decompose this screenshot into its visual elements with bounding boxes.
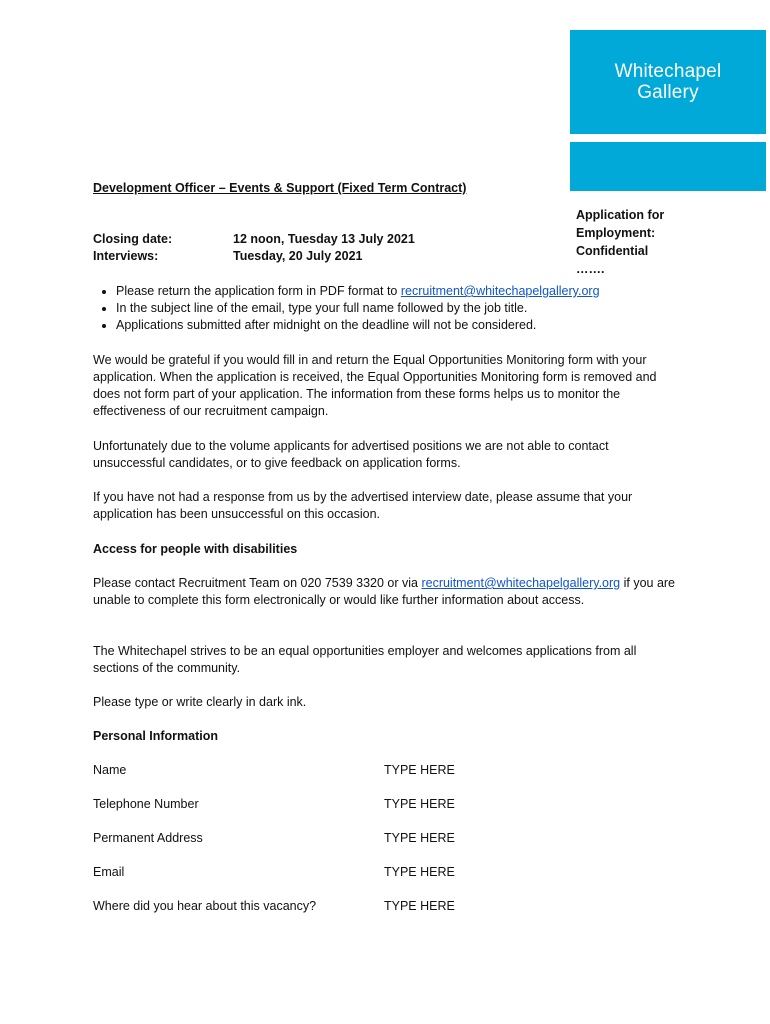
access-text-rest: if you are unable to complete this form electronically or would like further information about access.	[93, 576, 676, 607]
interviews-label: Interviews:	[93, 249, 159, 263]
vacancy-source-label: Where did you hear about this vacancy?	[93, 899, 317, 913]
note-line-2: Employment:	[576, 226, 656, 240]
name-field[interactable]: TYPE HERE	[384, 763, 455, 777]
email-field[interactable]: TYPE HERE	[384, 865, 455, 879]
telephone-field[interactable]: TYPE HERE	[384, 797, 455, 811]
note-line-3: Confidential	[576, 244, 649, 258]
logo-line-2: Gallery	[637, 82, 699, 103]
logo-accent-strip	[570, 142, 766, 191]
form-row-email	[93, 864, 653, 881]
access-email-link[interactable]: recruitment@whitechapelgallery.org	[421, 576, 621, 590]
ink-instruction: Please type or write clearly in dark ink.	[93, 695, 307, 709]
vacancy-source-field[interactable]: TYPE HERE	[384, 899, 455, 913]
form-row-name	[93, 762, 653, 779]
address-label: Permanent Address	[93, 831, 203, 845]
recruitment-email-link[interactable]: recruitment@whitechapelgallery.org	[400, 284, 600, 298]
instruction-text: Please return the application form in PDF format to	[116, 284, 401, 298]
closing-date-value: 12 noon, Tuesday 13 July 2021	[233, 232, 415, 246]
note-line-1: Application for	[576, 208, 665, 222]
access-paragraph	[93, 575, 683, 609]
email-label: Email	[93, 865, 125, 879]
interviews-value: Tuesday, 20 July 2021	[233, 249, 363, 263]
instructions-list	[93, 283, 716, 334]
confidential-note	[576, 206, 756, 278]
equal-employer-paragraph: The Whitechapel strives to be an equal opportunities employer and welcomes applications from all sections of the community.	[93, 644, 637, 675]
instruction-item: • In the subject line of the email, type your full name followed by the job title.	[116, 300, 716, 317]
address-field[interactable]: TYPE HERE	[384, 831, 455, 845]
telephone-label: Telephone Number	[93, 797, 199, 811]
access-heading: Access for people with disabilities	[93, 542, 298, 556]
form-row-telephone	[93, 796, 653, 813]
no-response-paragraph: If you have not had a response from us by the advertised interview date, please assume that your application has been unsuccessful on this occasion.	[93, 490, 633, 521]
interviews-row	[93, 248, 415, 265]
access-text: Please contact Recruitment Team on 020 7539 3320 or via	[93, 576, 422, 590]
name-label: Name	[93, 763, 127, 777]
personal-information-heading: Personal Information	[93, 729, 219, 743]
whitechapel-gallery-logo	[570, 30, 766, 134]
closing-date-label: Closing date:	[93, 232, 173, 246]
key-dates	[93, 231, 415, 265]
note-line-4: …….	[576, 262, 605, 276]
closing-date-row	[93, 231, 415, 248]
job-title: Development Officer – Events & Support (Fixed Term Contract)	[93, 181, 467, 195]
instruction-item	[116, 283, 716, 300]
instruction-item: • Applications submitted after midnight on the deadline will not be considered.	[116, 317, 716, 334]
equal-opportunities-paragraph: We would be grateful if you would fill in and return the Equal Opportunities Monitoring form with your application. When the application is received, the Equal Opportunities Monitoring form is removed and does not form part of your application. The information from these forms helps us to monitor the effectiveness of our recruitment campaign.	[93, 353, 657, 418]
volume-paragraph: Unfortunately due to the volume applicants for advertised positions we are not able to contact unsuccessful candidates, or to give feedback on application forms.	[93, 439, 609, 470]
form-row-vacancy-source	[93, 898, 653, 915]
form-row-address	[93, 830, 653, 847]
logo-line-1: Whitechapel	[614, 61, 722, 82]
